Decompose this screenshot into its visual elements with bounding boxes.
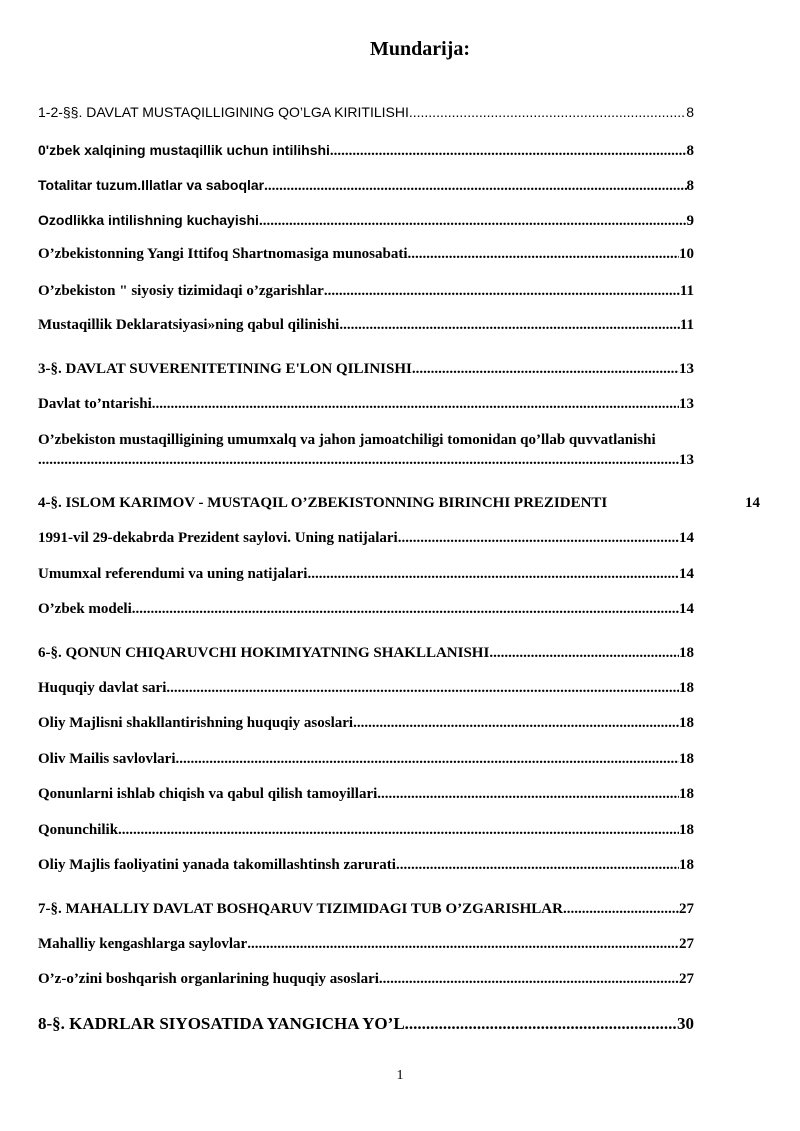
dot-leader [132, 601, 679, 618]
dot-leader [176, 751, 680, 768]
toc-entry-page: 18 [679, 822, 694, 838]
toc-entry[interactable] [38, 901, 694, 918]
dot-leader [330, 143, 687, 160]
toc-entry[interactable] [38, 317, 694, 334]
toc-entry[interactable] [38, 936, 694, 953]
toc-entry-label: Huquqiy davlat sari [38, 680, 167, 696]
toc-entry[interactable] [38, 645, 694, 662]
toc-entry-label: 7-§. MAHALLIY DAVLAT BOSHQARUV TIZIMIDAGI TUB O’ZGARISHLAR [38, 901, 563, 917]
dot-leader [152, 396, 679, 413]
toc-entry-label: O’zbek modeli [38, 601, 132, 617]
dot-leader [307, 566, 679, 583]
toc-entry[interactable] [38, 715, 694, 732]
toc-entry-label: O’zbekistonning Yangi Ittifoq Shartnomasiga munosabati [38, 246, 408, 262]
toc-entry-label: 6-§. QONUN CHIQARUVCHI HOKIMIYATNING SHAKLLANISHI [38, 645, 490, 661]
toc-entry-label: Qonunchilik [38, 822, 119, 838]
dot-leader [38, 452, 679, 469]
page-number: 1 [396, 1068, 404, 1083]
toc-entry[interactable] [38, 396, 694, 413]
toc-entry[interactable] [38, 177, 694, 195]
toc-entry-page: 8 [686, 143, 694, 159]
toc-entry-page: 14 [679, 530, 694, 546]
dot-leader [118, 822, 679, 839]
toc-entry-continuation[interactable] [38, 452, 694, 469]
toc-entry-label: 3-§. DAVLAT SUVERENITETINING E'LON QILINISHI [38, 361, 412, 377]
toc-entry-label: 4-§. ISLOM KARIMOV - MUSTAQIL O’ZBEKISTONNING BIRINCHI PREZIDENTI [38, 495, 608, 511]
dot-leader [408, 246, 679, 263]
toc-entry[interactable] [38, 751, 694, 768]
toc-entry-label: 1-2-§§. DAVLAT MUSTAQILLIGINING QO’LGA KIRITILISHI [38, 104, 409, 120]
toc-entry-label: Totalitar tuzum.Illatlar va saboqlar [38, 177, 265, 193]
toc-entry-page: 18 [679, 857, 694, 873]
toc-entry-page: 18 [679, 715, 694, 731]
dot-leader [379, 971, 679, 988]
toc-entry-label: O’zbekiston " siyosiy tizimidaqi o’zgarishlar [38, 283, 324, 299]
toc-entry[interactable] [38, 246, 694, 263]
toc-entry-label: Oliy Majlisni shakllantirishning huquqiy asoslari [38, 715, 354, 731]
toc-entry-page: 14 [679, 566, 694, 582]
toc-entry[interactable] [38, 971, 694, 988]
toc-entry[interactable] [38, 530, 694, 547]
toc-entry[interactable] [38, 495, 760, 512]
toc-entry-page: 14 [745, 495, 760, 511]
dot-leader [396, 857, 679, 874]
toc-entry[interactable] [38, 212, 694, 230]
toc-entry-label: Davlat to’ntarishi [38, 396, 152, 412]
toc-entry-page: 9 [686, 213, 694, 229]
toc-entry-label[interactable]: O’zbekiston mustaqilligining umumxalq va jahon jamoatchiligi tomonidan qo’llab quvvatlanishi [38, 432, 656, 448]
toc-entry-label: Mustaqillik Deklaratsiyasi»ning qabul qilinishi [38, 317, 340, 333]
toc-entry-label: 1991-vil 29-dekabrda Prezident saylovi. Uning natijalari [38, 530, 398, 546]
toc-entry-page: 27 [679, 901, 694, 917]
toc-entry-label: Oliy Majlis faoliyatini yanada takomillashtinsh zarurati [38, 857, 396, 873]
toc-entry[interactable] [38, 822, 694, 839]
dot-leader [166, 680, 679, 697]
toc-entry-page: 27 [679, 971, 694, 987]
dot-leader [489, 645, 679, 662]
dot-leader [405, 1014, 677, 1034]
toc-entry-page: 18 [679, 786, 694, 802]
toc-entry[interactable] [38, 1014, 694, 1034]
toc-entry-label: Oliv Mailis savlovlari [38, 751, 176, 767]
toc-entry-page: 18 [679, 751, 694, 767]
dot-leader [259, 213, 687, 230]
toc-entry-label: O’z-o’zini boshqarish organlarining huquqiy asoslari [38, 971, 379, 987]
toc-entry-page: 30 [677, 1014, 694, 1033]
toc-entry[interactable] [38, 361, 694, 378]
toc-entry-page: 8 [686, 104, 694, 120]
toc-entry[interactable] [38, 142, 694, 160]
dot-leader [412, 361, 679, 378]
toc-entry-page: 11 [679, 317, 694, 333]
toc-entry-page: 13 [679, 452, 694, 468]
dot-leader [409, 104, 686, 120]
toc-entry[interactable] [38, 566, 694, 583]
toc-entry-page: 8 [686, 178, 694, 194]
toc-entry[interactable] [38, 104, 694, 120]
dot-leader [353, 715, 679, 732]
dot-leader [324, 283, 680, 300]
toc-entry-label: Ozodlikka intilishning kuchayishi [38, 212, 259, 228]
dot-leader [398, 530, 679, 547]
page-title: Mundarija: [370, 38, 470, 60]
toc-entry-page: 14 [679, 601, 694, 617]
dot-leader [339, 317, 679, 334]
toc-entry-label: 0'zbek xalqining mustaqillik uchun intilihshi [38, 142, 330, 158]
toc-entry[interactable] [38, 857, 694, 874]
dot-leader [264, 178, 686, 195]
toc-entry[interactable] [38, 283, 694, 300]
toc-entry[interactable] [38, 680, 694, 697]
toc-entry-page: 13 [679, 396, 694, 412]
toc-entry[interactable] [38, 786, 694, 803]
toc-entry-page: 10 [679, 246, 694, 262]
toc-entry-page: 18 [679, 680, 694, 696]
dot-leader [563, 901, 679, 918]
dot-leader [377, 786, 679, 803]
toc-entry-page: 11 [679, 283, 694, 299]
toc-entry-label: Umumxal referendumi va uning natijalari [38, 566, 308, 582]
toc-entry-label: Mahalliy kengashlarga saylovlar [38, 936, 248, 952]
toc-entry[interactable] [38, 601, 694, 618]
toc-entry-label: 8-§. KADRLAR SIYOSATIDA YANGICHA YO’L [38, 1014, 405, 1033]
dot-leader [247, 936, 679, 953]
toc-entry-page: 13 [679, 361, 694, 377]
toc-entry-label: Qonunlarni ishlab chiqish va qabul qilish tamoyillari [38, 786, 378, 802]
toc-entry-page: 18 [679, 645, 694, 661]
toc-entry-page: 27 [679, 936, 694, 952]
